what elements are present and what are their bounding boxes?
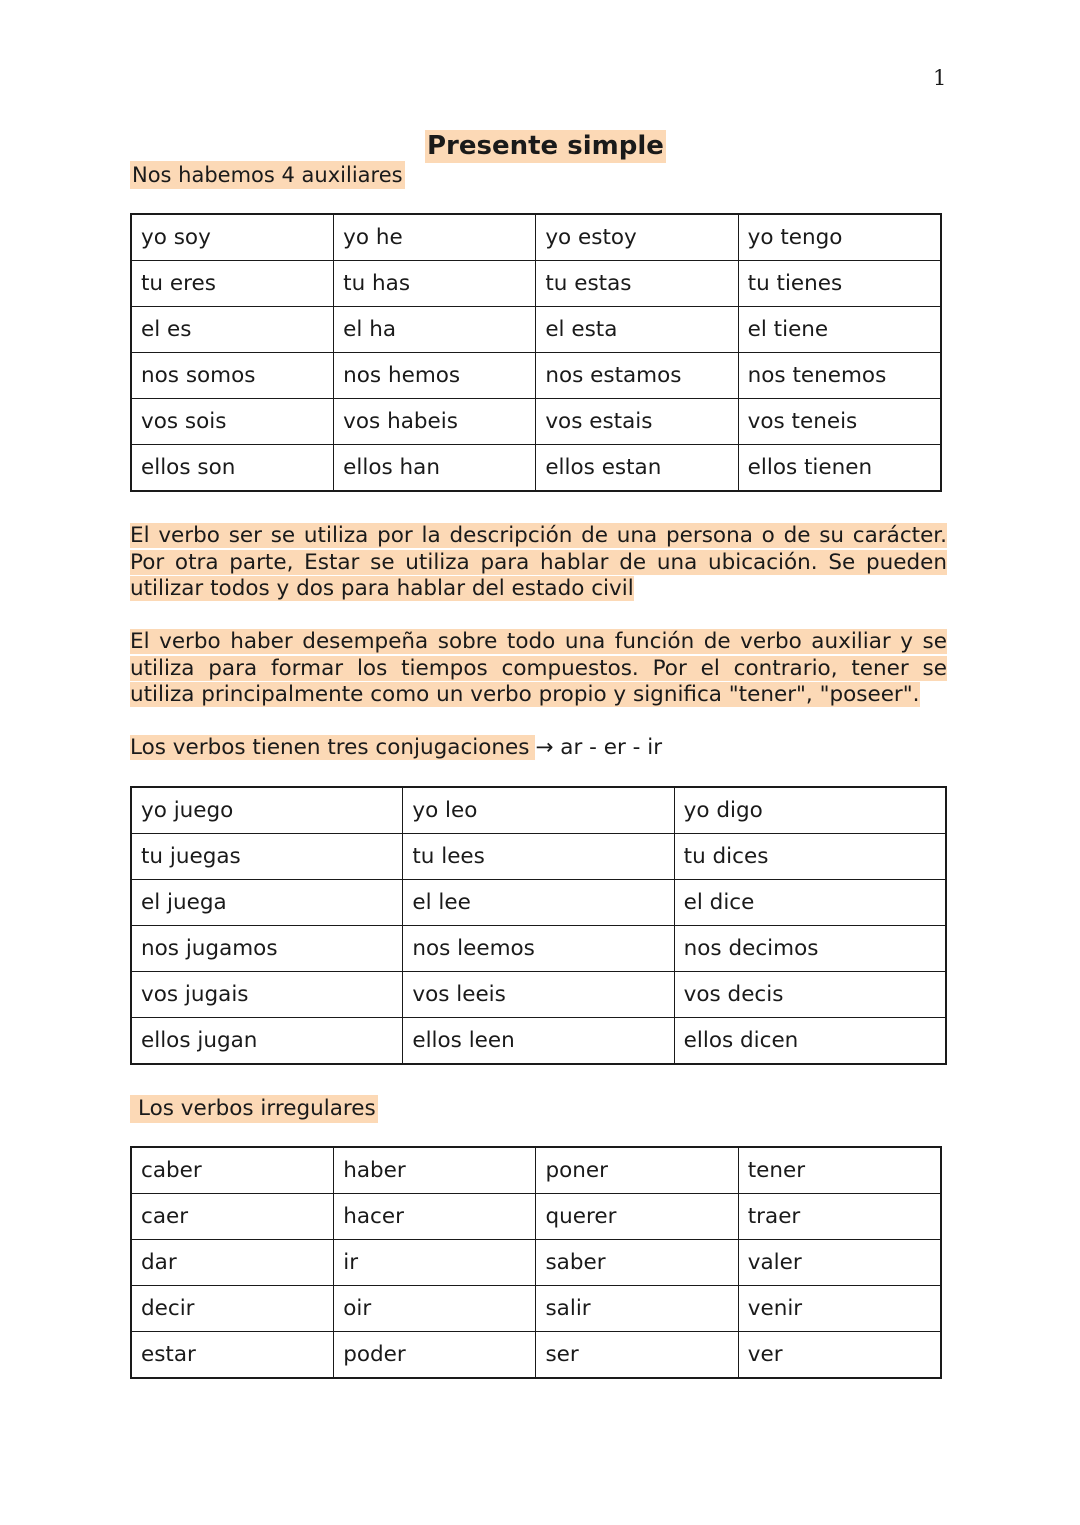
table-cell: estar: [131, 1332, 334, 1379]
conjugations-table: [130, 786, 947, 1065]
table-cell: valer: [738, 1240, 941, 1286]
table-row: [131, 445, 941, 492]
table-cell: ellos dicen: [674, 1018, 946, 1065]
table-row: [131, 399, 941, 445]
table-cell: tu juegas: [131, 834, 403, 880]
table-cell: tu estas: [536, 261, 738, 307]
table-cell: oir: [334, 1286, 536, 1332]
table-row: [131, 1147, 941, 1194]
table-row: [131, 926, 946, 972]
table-row: [131, 307, 941, 353]
table-cell: poder: [334, 1332, 536, 1379]
table-cell: tener: [738, 1147, 941, 1194]
table-cell: ellos tienen: [738, 445, 941, 492]
table-cell: ellos jugan: [131, 1018, 403, 1065]
table-cell: nos jugamos: [131, 926, 403, 972]
table-cell: ellos son: [131, 445, 334, 492]
table-cell: salir: [536, 1286, 738, 1332]
table-row: [131, 1194, 941, 1240]
table-cell: vos estais: [536, 399, 738, 445]
table-row: [131, 353, 941, 399]
table-cell: nos leemos: [403, 926, 674, 972]
auxiliaries-heading: Nos habemos 4 auxiliares: [132, 163, 403, 187]
table-cell: ser: [536, 1332, 738, 1379]
table-row: [131, 787, 946, 834]
table-cell: tu lees: [403, 834, 674, 880]
table-cell: el juega: [131, 880, 403, 926]
table-cell: nos estamos: [536, 353, 738, 399]
table-row: [131, 1240, 941, 1286]
table-cell: vos leeis: [403, 972, 674, 1018]
table-cell: nos somos: [131, 353, 334, 399]
table-cell: venir: [738, 1286, 941, 1332]
table-cell: tu has: [334, 261, 536, 307]
table-cell: el dice: [674, 880, 946, 926]
table-cell: caer: [131, 1194, 334, 1240]
table-row: [131, 261, 941, 307]
table-cell: el esta: [536, 307, 738, 353]
table-cell: tu tienes: [738, 261, 941, 307]
paragraph-ser-estar: [130, 523, 947, 603]
page-number: 1: [933, 66, 947, 90]
table-row: [131, 834, 946, 880]
table-row: [131, 880, 946, 926]
table-cell: haber: [334, 1147, 536, 1194]
table-cell: poner: [536, 1147, 738, 1194]
table-cell: dar: [131, 1240, 334, 1286]
table-cell: yo juego: [131, 787, 403, 834]
paragraph-text: El verbo ser se utiliza por la descripción de una persona o de su carácter. Por otra parte, Estar se utiliza para hablar de una ubicación. Se pueden utilizar todos y dos para hablar del estado civil: [130, 523, 947, 601]
irregular-heading: Los verbos irregulares: [130, 1095, 378, 1123]
table-cell: el es: [131, 307, 334, 353]
auxiliaries-table: [130, 213, 942, 492]
table-cell: nos tenemos: [738, 353, 941, 399]
paragraph-text: El verbo haber desempeña sobre todo una función de verbo auxiliar y se utiliza para formar los tiempos compuestos. Por el contrario, tener se utiliza principalmente como un verbo propio y significa "tener", "poseer".: [130, 629, 947, 707]
table-cell: traer: [738, 1194, 941, 1240]
table-cell: ellos estan: [536, 445, 738, 492]
table-cell: caber: [131, 1147, 334, 1194]
table-cell: el ha: [334, 307, 536, 353]
table-cell: saber: [536, 1240, 738, 1286]
table-row: [131, 1332, 941, 1379]
table-cell: hacer: [334, 1194, 536, 1240]
table-cell: tu dices: [674, 834, 946, 880]
table-cell: ellos han: [334, 445, 536, 492]
table-row: [131, 972, 946, 1018]
table-cell: yo tengo: [738, 214, 941, 261]
page-title: Presente simple: [427, 131, 664, 161]
conjugations-line: [130, 734, 662, 762]
table-cell: yo leo: [403, 787, 674, 834]
table-cell: el lee: [403, 880, 674, 926]
table-cell: querer: [536, 1194, 738, 1240]
table-cell: ver: [738, 1332, 941, 1379]
table-cell: nos hemos: [334, 353, 536, 399]
paragraph-haber-tener: [130, 629, 947, 709]
irregular-verbs-table: [130, 1146, 942, 1379]
table-cell: ellos leen: [403, 1018, 674, 1065]
table-cell: yo soy: [131, 214, 334, 261]
table-cell: vos teneis: [738, 399, 941, 445]
table-cell: nos decimos: [674, 926, 946, 972]
table-row: [131, 214, 941, 261]
table-cell: yo estoy: [536, 214, 738, 261]
table-cell: vos jugais: [131, 972, 403, 1018]
table-cell: vos habeis: [334, 399, 536, 445]
table-cell: ir: [334, 1240, 536, 1286]
table-cell: el tiene: [738, 307, 941, 353]
table-cell: vos decis: [674, 972, 946, 1018]
table-cell: vos sois: [131, 399, 334, 445]
table-cell: yo he: [334, 214, 536, 261]
conjugations-label: Los verbos tienen tres conjugaciones: [130, 735, 535, 760]
table-cell: yo digo: [674, 787, 946, 834]
table-row: [131, 1018, 946, 1065]
table-row: [131, 1286, 941, 1332]
table-cell: tu eres: [131, 261, 334, 307]
conjugations-suffix: → ar - er - ir: [535, 735, 663, 760]
table-cell: decir: [131, 1286, 334, 1332]
